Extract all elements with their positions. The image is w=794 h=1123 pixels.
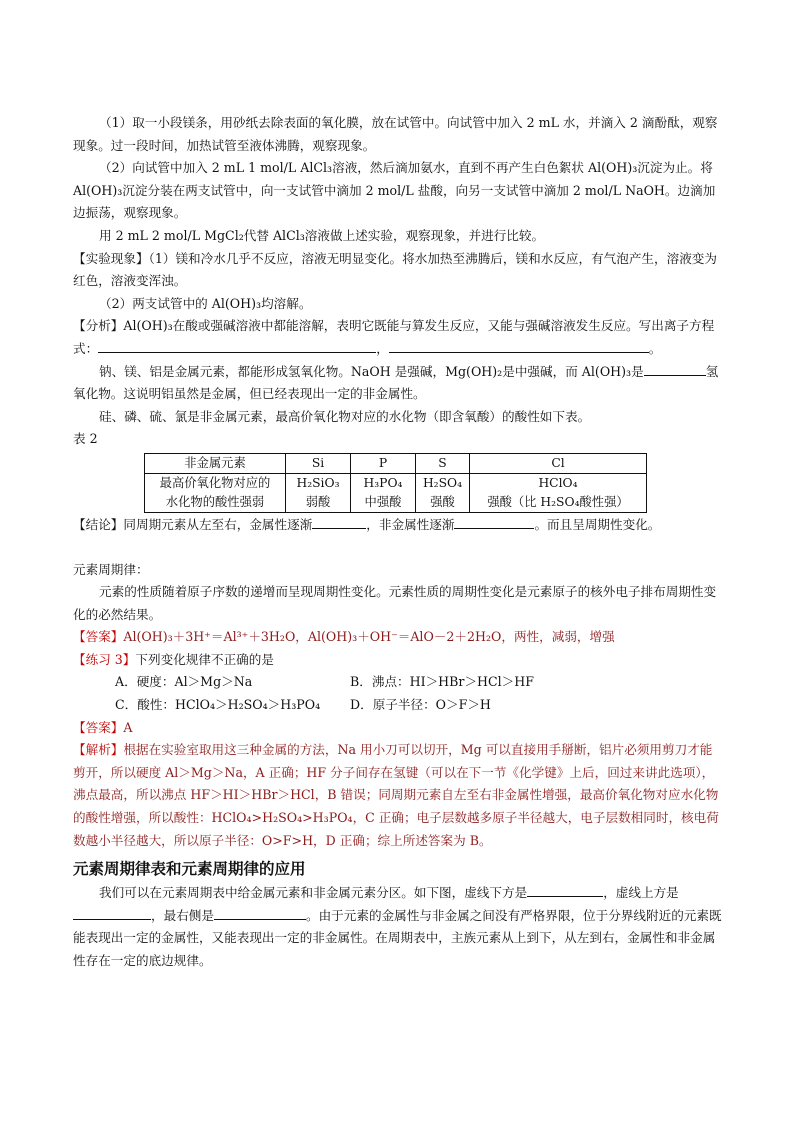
- paragraph-nonmetals: 硅、磷、硫、氯是非金属元素，最高价氧化物对应的水化物（即含氧酸）的酸性如下表。: [99, 408, 591, 424]
- options-row: [73, 694, 723, 717]
- option-c: C．酸性：HClO₄＞H₂SO₄＞H₃PO₄: [115, 697, 321, 713]
- conclusion-text-2: ，非金属性逐渐: [366, 516, 455, 532]
- paragraph-experiment-2: （2）向试管中加入 2 mL 1 mol/L AlCl₃溶液，然后滴加氨水，直到不再产生白色絮状 Al(OH)₃沉淀为止。将 Al(OH)₃沉淀分装在两支试管中，向一支试管中滴加 2 mol/L 盐酸，向另一支试管中滴加 2 mol/L NaOH。边滴加边振荡，观察现象。: [73, 160, 716, 221]
- answer-blank: [312, 514, 366, 529]
- table-cell: HClO₄: [470, 473, 647, 493]
- hydroxides-text-2: 氢氧化物。这说明铝虽然是金属，但已经表现出一定的非金属性。: [73, 363, 719, 402]
- paragraph-periodic-law: 元素的性质随着原子序数的递增而呈现周期性变化。元素性质的周期性变化是元素原子的核外电子排布周期性变化的必然结果。: [73, 584, 717, 622]
- paragraph-phenomena-2: （2）两支试管中的 Al(OH)₃均溶解。: [99, 295, 312, 311]
- analysis-comma: ，: [376, 340, 389, 356]
- answer-text: Al(OH)₃＋3H⁺＝Al³⁺＋3H₂O，Al(OH)₃＋OH⁻＝AlO－2＋2H₂O，两性，减弱，增强: [123, 629, 615, 645]
- answer-blank: [214, 905, 306, 920]
- analysis-period: 。: [648, 340, 662, 356]
- table-header-cell: 非金属元素: [145, 453, 286, 473]
- answer-blank: [454, 514, 534, 529]
- conclusion-text-3: 。而且呈周期性变化。: [534, 516, 661, 532]
- table-cell: 强酸: [416, 493, 470, 513]
- table-cell: H₃PO₄: [351, 473, 416, 493]
- answer-blank: [98, 338, 376, 353]
- table-cell: H₂SiO₃: [286, 473, 351, 493]
- answer-label: 【答案】: [73, 629, 124, 645]
- exercise-3: [73, 649, 723, 672]
- table-header-cell: S: [416, 453, 470, 473]
- options-row: [73, 671, 723, 694]
- paragraph-phenomena: 【实验现象】（1）镁和冷水几乎不反应，溶液无明显变化。将水加热至沸腾后，镁和水反应，有气泡产生，溶液变为红色，溶液变浑浊。: [73, 250, 717, 289]
- answer-2: [73, 717, 723, 740]
- exercise-question: 下列变化规律不正确的是: [135, 651, 274, 667]
- periodic-law-label: 元素周期律：: [73, 561, 149, 577]
- answer-1: [73, 626, 723, 649]
- table-label: 表 2: [73, 431, 98, 447]
- application-text: 我们可以在元素周期表中给金属元素和非金属元素分区。如下图，虚线下方是: [99, 885, 528, 901]
- table-header-cell: Si: [286, 453, 351, 473]
- explanation-text: 根据在实验室取用这三种金属的方法，Na 用小刀可以切开，Mg 可以直接用手掰断，铝片必须用剪刀才能剪开，所以硬度 Al＞Mg＞Na，A 正确；HF 分子间存在氢键（可以在下一节《化学键》上后，回过来讲此选项），沸点最高，所以沸点 HF＞HI＞HBr＞HCl，B 错误；同周期元素自左至右非金属性增强，最高价氧化物对应水化物的酸性增强，所以酸性：HClO₄>H₂SO₄>H₃PO₄，C 正确；电子层数越多原子半径越大，电子层数相同时，核电荷数越小半径越大，所以原子半径：O>F>H，D 正确；综上所述答案为 B。: [73, 742, 719, 848]
- table-header-cell: Cl: [470, 453, 647, 473]
- answer-blank: [644, 361, 706, 376]
- application-text-2: ，虚线上方是: [603, 885, 679, 901]
- explanation: [73, 739, 723, 852]
- paragraph-application: [73, 882, 723, 972]
- paragraph-conclusion: [73, 514, 723, 537]
- answer-blank: [389, 338, 649, 353]
- hydroxides-text: 钠、镁、铝是金属元素，都能形成氢氧化物。NaOH 是强碱，Mg(OH)₂是中强碱，而 Al(OH)₃是: [99, 363, 644, 379]
- table-cell: H₂SO₄: [416, 473, 470, 493]
- paragraph-experiment-1: （1）取一小段镁条，用砂纸去除表面的氧化膜，放在试管中。向试管中加入 2 mL 水，并滴入 2 滴酚酞，观察现象。过一段时间，加热试管至液体沸腾，观察现象。: [73, 115, 718, 153]
- table-cell: 强酸（比 H₂SO₄酸性强）: [470, 493, 647, 513]
- answer-blank: [73, 905, 151, 920]
- application-text-4: 。由于元素的金属性与非金属之间没有严格界限，位于分界线附近的元素既能表现出一定的金属性，又能表现出一定的非金属性。在周期表中，主族元素从上到下，从左到右，金属性和非金属性存在一定的底边规律。: [73, 907, 722, 968]
- table-cell: 弱酸: [286, 493, 351, 513]
- paragraph-analysis: [73, 315, 723, 360]
- acidity-table: [144, 453, 647, 513]
- answer-text: A: [123, 719, 133, 735]
- answer-label: 【答案】: [73, 719, 124, 735]
- application-text-3: ，最右侧是: [151, 907, 214, 923]
- table-header-cell: P: [351, 453, 416, 473]
- option-a: A．硬度：Al＞Mg＞Na: [115, 674, 253, 690]
- table-cell: 最高价氧化物对应的: [145, 473, 286, 493]
- table-row: [145, 493, 647, 513]
- document-body: [73, 112, 723, 973]
- option-b: B．沸点：HI＞HBr＞HCl＞HF: [350, 674, 534, 690]
- paragraph-experiment-3: 用 2 mL 2 mol/L MgCl₂代替 AlCl₃溶液做上述实验，观察现象，并进行比较。: [99, 227, 545, 243]
- option-d: D．原子半径：O＞F＞H: [350, 697, 491, 713]
- paragraph-hydroxides: [73, 361, 723, 406]
- analysis-text: 【分析】Al(OH)₃在酸或强碱溶液中都能溶解，表明它既能与算发生反应，又能与强碱溶液发生反应。写出离子方程式：: [73, 318, 715, 356]
- table-cell: 水化物的酸性强弱: [145, 493, 286, 513]
- table-cell: 中强酸: [351, 493, 416, 513]
- table-row: [145, 453, 647, 473]
- explanation-label: 【解析】: [73, 742, 124, 758]
- section-heading: 元素周期律表和元素周期律的应用: [73, 860, 306, 879]
- exercise-label: 【练习 3】: [73, 651, 136, 667]
- answer-blank: [527, 882, 603, 897]
- table-row: [145, 473, 647, 493]
- conclusion-text: 【结论】同周期元素从左至右，金属性逐渐: [73, 516, 313, 532]
